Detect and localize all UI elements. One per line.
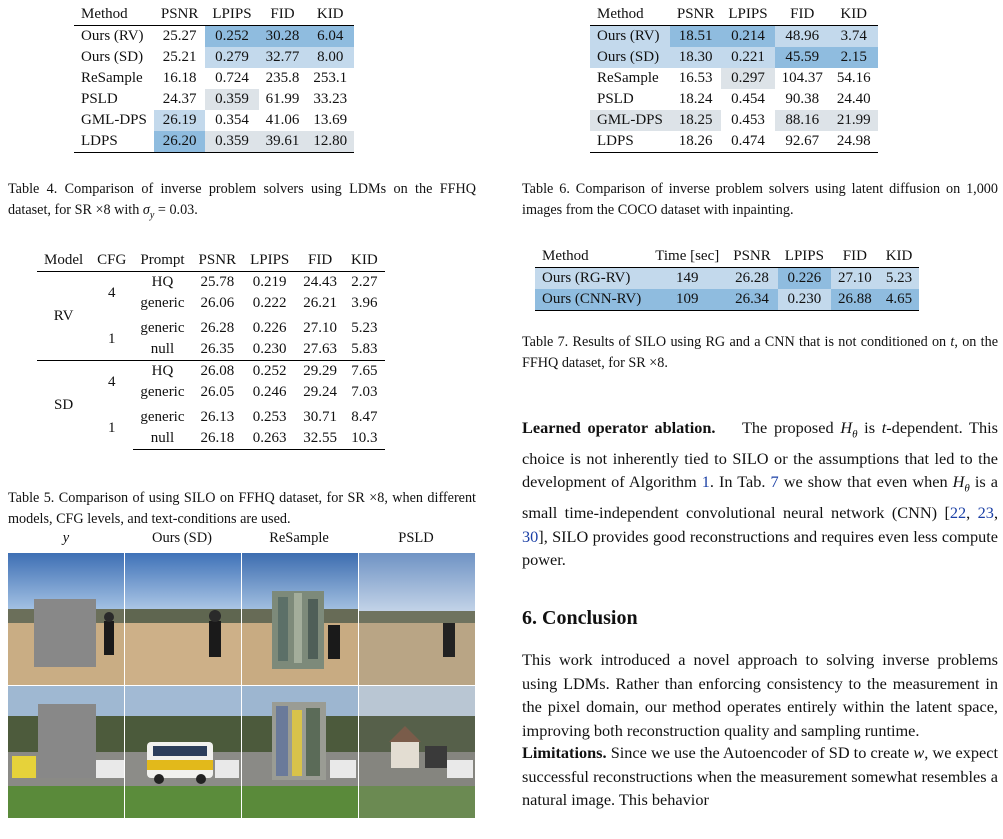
col-header: Prompt	[133, 249, 191, 272]
lpips-cell: 0.214	[721, 26, 774, 48]
table-6-caption: Table 6. Comparison of inverse problem solvers using latent diffusion on 1,000 images from the COCO dataset with inpainting.	[522, 181, 998, 218]
fid-cell: 27.10	[831, 268, 879, 290]
figure-label-psld: PSLD	[398, 530, 434, 546]
psnr-cell: 26.35	[200, 341, 235, 357]
col-header: PSNR	[154, 3, 206, 26]
figure-label-resample: ReSample	[269, 530, 329, 546]
fid-cell: 104.37	[781, 70, 823, 86]
lpips-cell: 0.222	[252, 295, 287, 311]
table-row	[590, 26, 878, 48]
fid-cell: 39.61	[259, 131, 307, 153]
kid-cell: 2.27	[351, 274, 378, 290]
col-header: LPIPS	[778, 245, 831, 268]
lpips-cell: 0.474	[721, 131, 774, 153]
table-row	[590, 110, 878, 131]
method-cell: Ours (SD)	[81, 49, 144, 65]
col-header: Method	[74, 3, 154, 26]
prompt-cell: generic	[140, 409, 185, 425]
fid-cell: 90.38	[785, 91, 820, 107]
model-cell: SD	[37, 361, 90, 450]
col-header: KID	[879, 245, 920, 268]
col-header: KID	[306, 3, 354, 26]
col-header: FID	[831, 245, 879, 268]
table-row	[590, 68, 878, 89]
psnr-cell: 25.78	[200, 274, 235, 290]
method-cell: PSLD	[597, 91, 634, 107]
psnr-cell: 25.27	[162, 28, 197, 44]
kid-cell: 21.99	[830, 110, 878, 131]
psnr-cell: 25.21	[162, 49, 197, 65]
fid-cell: 92.67	[775, 131, 830, 153]
kid-cell: 8.00	[306, 47, 354, 68]
table-row	[590, 89, 878, 110]
col-header: LPIPS	[205, 3, 258, 26]
cfg-cell: 4	[90, 361, 133, 404]
psnr-cell: 26.18	[192, 428, 244, 450]
col-header: Time [sec]	[648, 245, 726, 268]
kid-cell: 3.96	[351, 295, 378, 311]
lpips-cell: 0.263	[243, 428, 296, 450]
table-row	[535, 268, 919, 290]
prompt-cell: generic	[140, 384, 185, 400]
col-header: LPIPS	[721, 3, 774, 26]
text-run: -dependent. This choice is not inherently tied to SILO or the assumptions that led to the development of Algorithm	[522, 418, 998, 492]
kid-cell: 24.98	[830, 131, 878, 153]
kid-cell: 253.1	[313, 70, 348, 86]
caption-text: , on the FFHQ dataset, for SR ×8.	[522, 334, 998, 371]
psnr-cell: 26.19	[154, 110, 206, 131]
psnr-cell: 18.24	[678, 91, 713, 107]
lpips-cell: 0.252	[205, 26, 258, 48]
psnr-cell: 16.18	[162, 70, 197, 86]
method-cell: ReSample	[597, 70, 659, 86]
t-symbol: t	[950, 334, 955, 350]
time-cell: 109	[648, 289, 726, 311]
fid-cell: 48.96	[775, 26, 830, 48]
lpips-cell: 0.230	[252, 341, 287, 357]
psnr-cell: 26.20	[154, 131, 206, 153]
citation-link[interactable]: 30	[522, 526, 539, 546]
psnr-cell: 26.28	[200, 320, 235, 336]
col-header: Method	[535, 245, 648, 268]
figure-image-ours-beach	[125, 553, 241, 685]
method-cell: Ours (RG-RV)	[535, 268, 648, 290]
table-5-caption: Table 5. Comparison of using SILO on FFHQ dataset, for SR ×8, when different models, CFG levels, and text-conditions are used.	[8, 490, 476, 527]
kid-cell: 2.15	[830, 47, 878, 68]
figure-label-ours-sd: Ours (SD)	[151, 530, 212, 546]
lpips-cell: 0.246	[252, 384, 287, 400]
lpips-cell: 0.359	[205, 131, 258, 153]
table-6	[590, 3, 878, 153]
figure-image-resample-beach	[242, 553, 358, 685]
lpips-cell: 0.354	[215, 112, 249, 128]
text-run: is a small time-independent convolutional neural network (CNN) [	[522, 472, 998, 522]
t-symbol: t	[881, 418, 887, 437]
theta-subscript: θ	[852, 428, 858, 441]
table-row	[74, 110, 354, 131]
col-header: LPIPS	[243, 249, 296, 272]
psnr-cell: 26.06	[200, 295, 235, 311]
method-cell: Ours (CNN-RV)	[535, 289, 648, 311]
model-cell: RV	[53, 307, 74, 324]
method-cell: GML-DPS	[81, 112, 147, 128]
psnr-cell: 18.26	[670, 131, 722, 153]
algorithm-ref-link[interactable]: 1	[701, 472, 710, 492]
table-5	[37, 249, 385, 450]
table-row	[590, 131, 878, 153]
psnr-cell: 26.28	[726, 268, 778, 290]
table-7-caption	[522, 332, 998, 374]
table-row	[590, 47, 878, 68]
limitations-paragraph	[522, 741, 998, 812]
figure-image-ours-bus	[125, 686, 241, 818]
table-row	[74, 131, 354, 153]
conclusion-paragraph: This work introduced a novel approach to solving inverse problems using LDMs. Rather than enforcing consistency to the measurement in the pixel domain, our method operates entirely within the latent space, improving both reconstruction quality and sampling runtime.	[522, 650, 998, 740]
method-cell: PSLD	[81, 91, 118, 107]
col-header: Model	[37, 249, 90, 272]
table-7	[535, 245, 919, 311]
psnr-cell: 26.13	[200, 409, 235, 425]
kid-cell: 10.3	[344, 428, 385, 450]
psnr-cell: 26.34	[726, 289, 778, 311]
figure-image-resample-bus	[242, 686, 358, 818]
fid-cell: 29.24	[303, 384, 338, 400]
text-run: is	[857, 418, 882, 437]
lpips-cell: 0.279	[205, 47, 258, 68]
figure-label-y: y	[62, 530, 70, 546]
psnr-cell: 16.53	[678, 70, 713, 86]
figure-image-psld-bus	[359, 686, 475, 818]
prompt-cell: HQ	[151, 274, 174, 290]
psnr-cell: 18.25	[670, 110, 722, 131]
fid-cell: 88.16	[775, 110, 830, 131]
table-4-caption	[8, 179, 476, 226]
cfg-cell: 1	[108, 419, 116, 436]
psnr-cell: 26.05	[200, 384, 235, 400]
ablation-heading: Learned operator ablation.	[522, 418, 716, 437]
fid-cell: 24.43	[303, 274, 338, 290]
kid-cell: 5.23	[879, 268, 920, 290]
text-run: Since we use the Autoencoder of SD to create	[606, 743, 914, 762]
text-run: ,	[993, 503, 999, 522]
method-cell: GML-DPS	[590, 110, 670, 131]
prompt-cell: null	[150, 341, 175, 357]
lpips-cell: 0.226	[778, 268, 831, 290]
table-row	[74, 68, 354, 89]
table-row	[74, 89, 354, 110]
kid-cell: 5.83	[351, 341, 378, 357]
kid-cell: 6.04	[306, 26, 354, 48]
prompt-cell: generic	[140, 320, 185, 336]
caption-text: Table 4. Comparison of inverse problem solvers using LDMs on the FFHQ dataset, for SR ×8 with	[8, 181, 476, 218]
text-run: we show that even when	[778, 472, 953, 492]
kid-cell: 24.40	[836, 91, 871, 107]
lpips-cell: 0.230	[778, 289, 831, 311]
fid-cell: 27.10	[303, 320, 338, 336]
kid-cell: 33.23	[313, 91, 348, 107]
fid-cell: 41.06	[265, 112, 300, 128]
fid-cell: 45.59	[775, 47, 830, 68]
fid-cell: 235.8	[265, 70, 300, 86]
psnr-cell: 18.30	[670, 47, 722, 68]
col-header: PSNR	[670, 3, 722, 26]
table-row	[74, 26, 354, 48]
fid-cell: 30.71	[303, 409, 338, 425]
kid-cell: 4.65	[879, 289, 920, 311]
cfg-cell: 4	[108, 284, 116, 301]
fid-cell: 27.63	[303, 341, 338, 357]
col-header: CFG	[90, 249, 133, 272]
lpips-cell: 0.359	[205, 89, 258, 110]
prompt-cell: HQ	[133, 361, 191, 383]
lpips-cell: 0.453	[731, 112, 765, 128]
method-cell: Ours (RV)	[81, 28, 144, 44]
figure-image-y-bus	[8, 686, 124, 818]
col-header: PSNR	[726, 245, 778, 268]
fid-cell: 32.55	[296, 428, 344, 450]
col-header: FID	[259, 3, 307, 26]
kid-cell: 54.16	[836, 70, 871, 86]
text-run: ,	[966, 503, 978, 522]
theta-subscript: θ	[964, 482, 970, 495]
table-4	[74, 3, 354, 153]
col-header: FID	[296, 249, 344, 272]
ablation-paragraph	[522, 416, 998, 572]
cfg-cell: 1	[108, 330, 116, 347]
prompt-cell: null	[133, 428, 191, 450]
w-symbol: w	[913, 743, 925, 762]
table-row	[37, 361, 385, 383]
inpainting-figure	[8, 553, 474, 819]
lpips-cell: 0.252	[243, 361, 296, 383]
citation-link[interactable]: 22	[949, 503, 967, 522]
kid-cell: 7.03	[351, 384, 378, 400]
figure-image-psld-beach	[359, 553, 475, 685]
psnr-cell: 18.51	[670, 26, 722, 48]
figure-column-labels	[8, 530, 474, 548]
col-header: PSNR	[192, 249, 244, 272]
kid-cell: 13.69	[313, 112, 348, 128]
lpips-cell: 0.297	[721, 68, 774, 89]
text-run: The proposed	[741, 418, 841, 437]
fid-cell: 26.88	[831, 289, 879, 311]
prompt-cell: generic	[140, 295, 185, 311]
method-cell: Ours (SD)	[590, 47, 670, 68]
col-header: KID	[830, 3, 878, 26]
fid-cell: 29.29	[296, 361, 344, 383]
method-cell: LDPS	[590, 131, 670, 153]
citation-link[interactable]: 23	[977, 503, 994, 522]
text-run: , we expect successful reconstructions when the measurement somewhat resembles a natural image. This behavior	[522, 743, 998, 809]
fid-cell: 61.99	[265, 91, 300, 107]
text-run: . In Tab.	[709, 472, 771, 492]
col-header: KID	[344, 249, 385, 272]
fid-cell: 30.28	[259, 26, 307, 48]
kid-cell: 5.23	[351, 320, 378, 336]
psnr-cell: 26.08	[192, 361, 244, 383]
time-cell: 149	[648, 268, 726, 290]
table-ref-link[interactable]: 7	[770, 472, 779, 492]
lpips-cell: 0.454	[731, 91, 765, 107]
h-symbol: H	[840, 418, 853, 437]
kid-cell: 3.74	[830, 26, 878, 48]
lpips-cell: 0.226	[252, 320, 287, 336]
section-heading: 6. Conclusion	[522, 607, 638, 629]
limitations-heading: Limitations.	[522, 743, 607, 762]
h-symbol: H	[952, 472, 965, 492]
kid-cell: 12.80	[306, 131, 354, 153]
kid-cell: 8.47	[351, 409, 378, 425]
fid-cell: 26.21	[303, 295, 338, 311]
lpips-cell: 0.724	[215, 70, 249, 86]
fid-cell: 32.77	[259, 47, 307, 68]
col-header: FID	[775, 3, 830, 26]
lpips-cell: 0.219	[252, 274, 287, 290]
table-row	[535, 289, 919, 311]
sigma-symbol: σ	[142, 202, 150, 218]
caption-text: Table 7. Results of SILO using RG and a CNN that is not conditioned on	[522, 334, 951, 350]
lpips-cell: 0.253	[252, 409, 287, 425]
table-row	[74, 47, 354, 68]
text-run: ], SILO provides good reconstructions and requires even less compute power.	[522, 526, 998, 569]
col-header: Method	[590, 3, 670, 26]
lpips-cell: 0.221	[721, 47, 774, 68]
method-cell: LDPS	[74, 131, 154, 153]
figure-image-y-beach	[8, 553, 124, 685]
method-cell: ReSample	[81, 70, 143, 86]
table-row	[37, 272, 385, 294]
method-cell: Ours (RV)	[590, 26, 670, 48]
kid-cell: 7.65	[344, 361, 385, 383]
caption-text: = 0.03.	[154, 202, 198, 218]
psnr-cell: 24.37	[162, 91, 197, 107]
sigma-subscript: y	[149, 209, 155, 221]
